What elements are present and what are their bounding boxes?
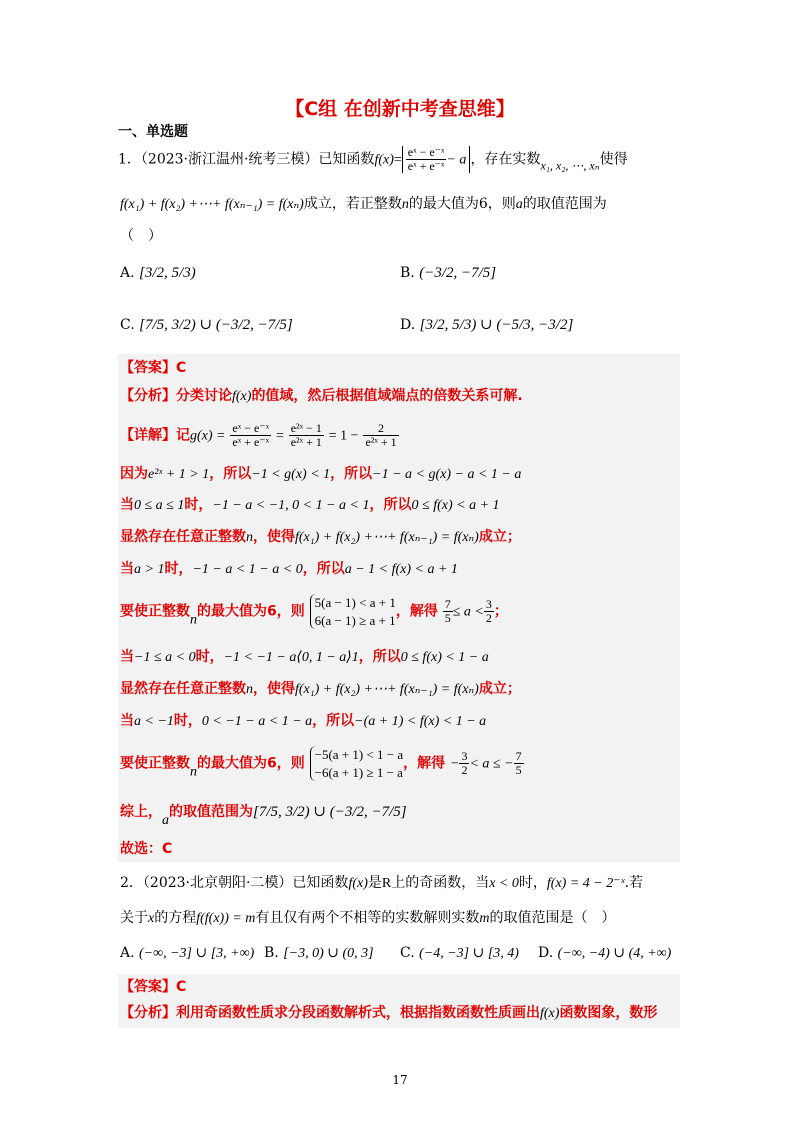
q2-stem-line1: 2．（2023·北京朝阳·二模）已知函数f(x)是R上的奇函数，当x < 0时，f(x) = 4 − 2⁻ˣ.若 xyxy=(120,875,644,891)
a2-answer: 【答案】C xyxy=(120,979,187,995)
q2-option-c[interactable]: C. (−4, −3] ∪ [3, 4) xyxy=(400,945,519,961)
a1-line-1: 因为e²ˣ + 1 > 1，所以−1 < g(x) < 1，所以−1 − a < g(x) − a < 1 − a xyxy=(120,466,522,482)
a1-line-8: 当a < −1时，0 < −1 − a < 1 − a，所以−(a + 1) < f(x) < 1 − a xyxy=(120,713,487,729)
a1-line-5: 要使正整数n的最大值为6，则 5(a − 1) < a + 1 6(a − 1) ≥ a + 1 ，解得 $\frac{7}{5}$ ≤ a < $\frac{3}{2}$ ； xyxy=(120,595,508,628)
q1-paren: （ ） xyxy=(120,228,162,244)
a1-line-2: 当0 ≤ a ≤ 1时，−1 − a < −1, 0 < 1 − a < 1，所以0 ≤ f(x) < a + 1 xyxy=(120,497,500,513)
a1-line-9: 要使正整数n的最大值为6，则 −5(a + 1) < 1 − a −6(a + 1) ≥ 1 − a ，解得 − $\frac{3}{2}$ < a ≤ − $\frac{7}{5}$ xyxy=(120,747,522,780)
a1-line-3: 显然存在任意正整数n，使得f(x₁) + f(x₂) +⋯+ f(xₙ₋₁) = f(xₙ)成立； xyxy=(120,529,521,545)
q2-stem-line2: 关于x的方程f(f(x)) = m有且仅有两个不相等的实数解则实数m的取值范围是（ ） xyxy=(120,910,616,926)
q1-option-c[interactable]: C. [7/5, 3/2) ∪ (−3/2, −7/5] xyxy=(120,317,293,333)
q1-stem-line2: f(x₁) + f(x₂) +⋯+ f(xₙ₋₁) = f(xₙ)成立，若正整数n的最大值为6，则a的取值范围为 xyxy=(120,196,607,212)
q1-option-b[interactable]: B. (−3/2, −7/5] xyxy=(400,265,497,281)
a1-detail: 【详解】记g(x) = $\frac{\text{eˣ − e⁻ˣ}}{\text{eˣ + e⁻ˣ}}$ = $\frac{\text{e²ˣ − 1}}{\text{e²ˣ + 1}}$ = 1 − $\frac{2}{\text{e²ˣ + 1}}$ xyxy=(120,421,397,450)
a1-choose: 故选：C xyxy=(120,841,173,857)
a1-line-4: 当a > 1时，−1 − a < 1 − a < 0，所以a − 1 < f(x) < a + 1 xyxy=(120,561,458,577)
a1-line-7: 显然存在任意正整数n，使得f(x₁) + f(x₂) +⋯+ f(xₙ₋₁) = f(xₙ)成立； xyxy=(120,681,521,697)
a2-analysis: 【分析】利用奇函数性质求分段函数解析式，根据指数函数性质画出f(x)函数图象，数形 xyxy=(120,1005,658,1021)
q1-option-a[interactable]: A. [3/2, 5/3) xyxy=(120,265,196,281)
q2-option-a[interactable]: A. (−∞, −3] ∪ [3, +∞) xyxy=(120,945,255,961)
a1-line-6: 当−1 ≤ a < 0时，−1 < −1 − a⟨0, 1 − a⟩1，所以0 ≤ f(x) < 1 − a xyxy=(120,649,489,665)
section-heading: 一、单选题 xyxy=(118,124,188,140)
a1-system-2: −5(a + 1) < 1 − a −6(a + 1) ≥ 1 − a xyxy=(310,746,404,781)
group-title: 【C组 在创新中考查思维】 xyxy=(285,98,515,120)
q2-option-b[interactable]: B. [−3, 0) ∪ (0, 3] xyxy=(264,945,374,961)
a1-answer: 【答案】C xyxy=(120,360,187,376)
a1-system-1: 5(a − 1) < a + 1 6(a − 1) ≥ a + 1 xyxy=(310,594,396,629)
a1-line-10: 综上，a的取值范围为[7/5, 3/2) ∪ (−3/2, −7/5] xyxy=(120,804,407,828)
q1-abs-expr: $\frac{\text{eˣ − e⁻ˣ}}{\text{eˣ + e⁻ˣ}}$ − a xyxy=(402,146,471,173)
a1-analysis: 【分析】分类讨论f(x)的值域，然后根据值域端点的倍数关系可解. xyxy=(120,388,523,404)
page-number: 17 xyxy=(392,1073,408,1087)
q1-option-d[interactable]: D. [3/2, 5/3) ∪ (−5/3, −3/2] xyxy=(400,317,574,333)
q1-stem-line1: 1．（2023·浙江温州·统考三模）已知函数f(x)= $\frac{\text{eˣ − e⁻ˣ}}{\text{eˣ + e⁻ˣ}}$ − a ，存在实数x₁, x₂, ⋯, xₙ使得 xyxy=(118,145,628,174)
q2-option-d[interactable]: D. (−∞, −4) ∪ (4, +∞) xyxy=(538,945,672,961)
